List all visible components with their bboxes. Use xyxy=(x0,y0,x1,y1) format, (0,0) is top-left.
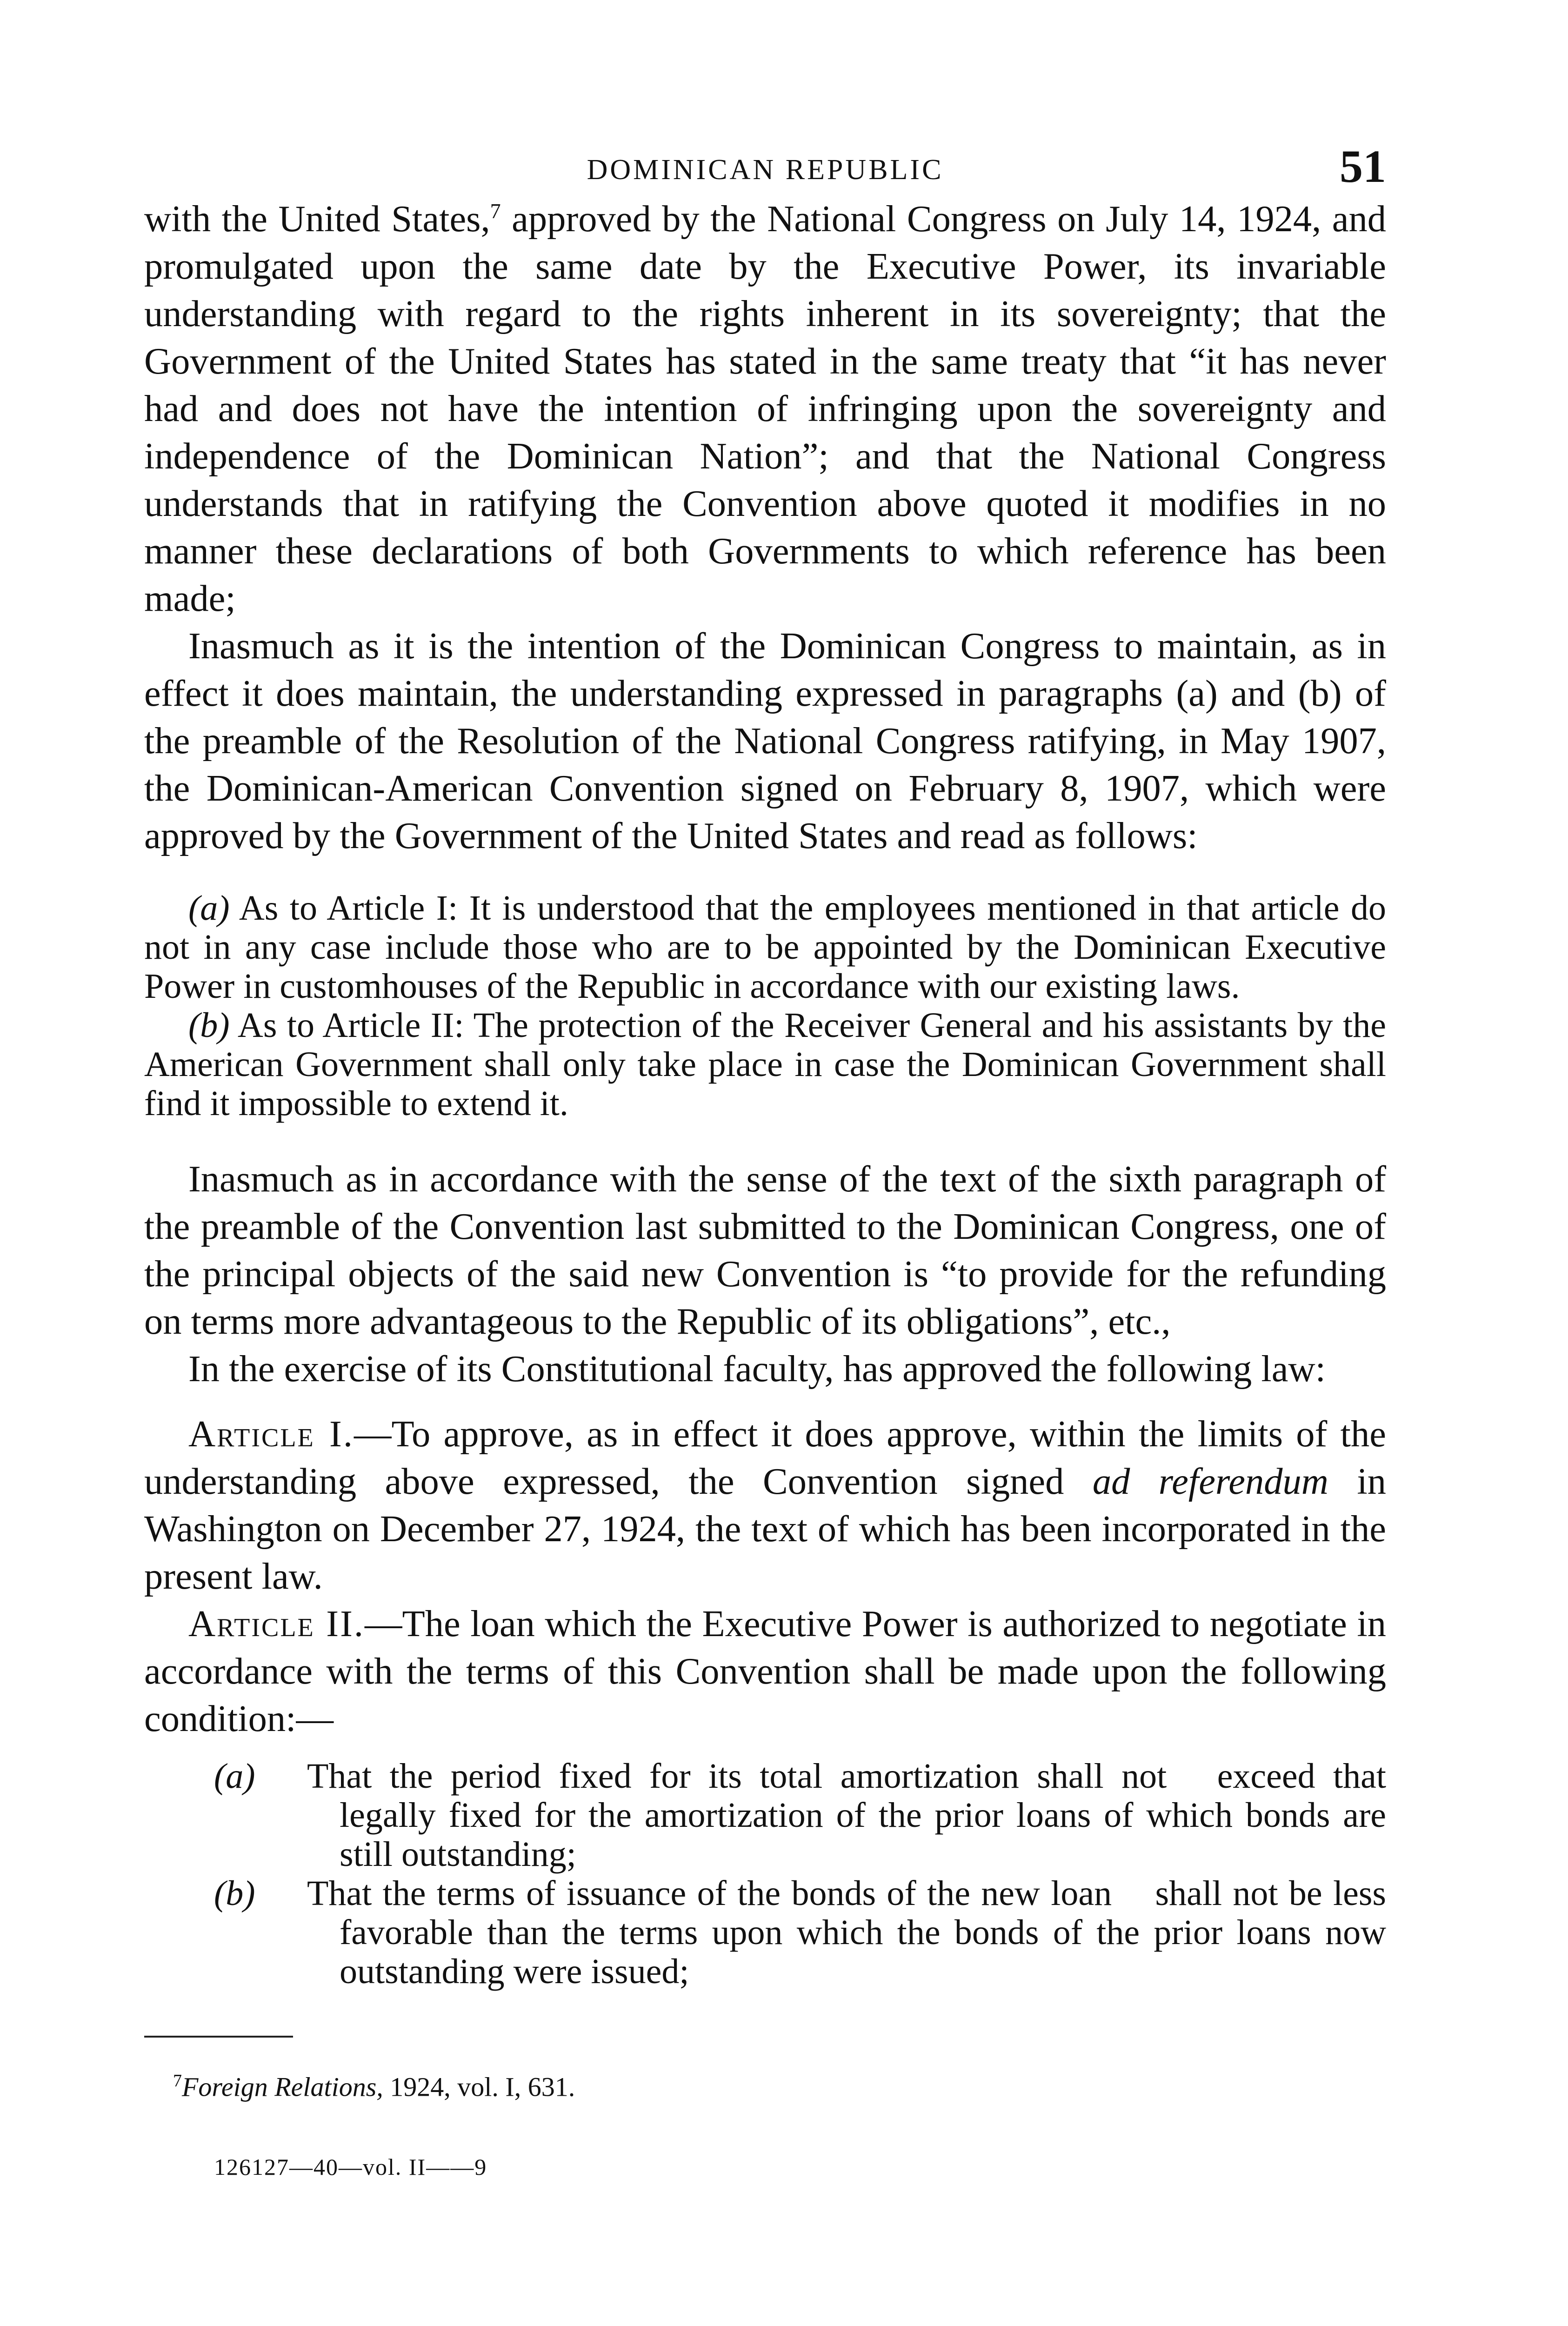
quote-text: As to Article II: The protection of the Receiver General and his assistants by the American Government shall only take place in case the Dominican Government shall find it impossible to extend it. xyxy=(144,1006,1386,1123)
condition-item xyxy=(144,1757,1386,1874)
paragraph-exercise: In the exercise of its Constitutional faculty, has approved the following law: xyxy=(188,1348,1326,1390)
article-heading: Article I. xyxy=(188,1413,354,1455)
footnote xyxy=(144,2065,1386,2103)
paragraph-inasmuch-intention: Inasmuch as it is the intention of the Dominican Congress to maintain, as in effect it does maintain, the understanding expressed in paragraphs (a) and (b) of the preamble of the Resolution of the National Congress ratifying, in May 1907, the Dominican-American Convention signed on February 8, 1907, which were approved by the Government of the United States and read as follows: xyxy=(144,625,1386,856)
paragraph-inasmuch-sense: Inasmuch as in accordance with the sense of the text of the sixth paragraph of the preamble of the Convention last submitted to the Dominican Congress, one of the principal objects of the said new Convention is “to provide for the refunding on terms more advantageous to the Republic of its obligations”, etc., xyxy=(144,1158,1386,1342)
condition-text: shall not be less favorable than the terms upon which the bonds of the prior loans now outstanding were issued; xyxy=(340,1874,1387,1991)
footnote-citation: 1924, vol. I, 631. xyxy=(383,2072,575,2102)
running-head xyxy=(144,140,1386,195)
footnote-divider xyxy=(144,2036,293,2038)
page-number: 51 xyxy=(1340,140,1386,192)
article-heading: Article II. xyxy=(188,1603,365,1644)
quote-paragraph-a xyxy=(144,889,1386,1006)
article-text: —To approve, as in effect it does approve, within the limits of the understanding above expressed, the Convention signed xyxy=(144,1413,1386,1502)
printer-signature: 126127—40—vol. II——9 xyxy=(214,2154,487,2180)
condition-list xyxy=(144,1757,1386,1991)
article-text: in Washington on December 27, 1924, the text of which has been incorporated in the present law. xyxy=(144,1461,1386,1597)
quote-paragraph-b xyxy=(144,1006,1386,1123)
condition-item xyxy=(144,1874,1386,1991)
article-italic: ad referendum xyxy=(1092,1461,1328,1502)
quote-label: (a) xyxy=(188,889,230,928)
article-one xyxy=(144,1410,1386,1600)
quote-label: (b) xyxy=(188,1006,230,1045)
condition-first-line: That the terms of issuance of the bonds of the new loan xyxy=(307,1874,1112,1913)
condition-label: (a) xyxy=(214,1757,255,1796)
paragraph-continuation xyxy=(144,195,1386,622)
footnote-mark: 7 xyxy=(173,2071,182,2091)
condition-label: (b) xyxy=(214,1874,255,1913)
footnote-reference[interactable]: 7 xyxy=(490,199,501,223)
footnote-title: Foreign Relations, xyxy=(182,2072,383,2102)
condition-text: exceed that legally fixed for the amortization of the prior loans of which bonds are still outstanding; xyxy=(340,1757,1386,1874)
quote-text: As to Article I: It is understood that the employees mentioned in that article do not in any case include those who are to be appointed by the Dominican Executive Power in customhouses of the Republic in accordance with our existing laws. xyxy=(144,889,1386,1006)
document-page xyxy=(144,140,1386,2180)
paragraph-text: with the United States, xyxy=(144,198,490,240)
paragraph-text: approved by the National Congress on July 14, 1924, and promulgated upon the same date by the Executive Power, its invariable understanding with regard to the rights inherent in its sovereignty; that the Government of the United States has stated in the same treaty that “it has never had and does not have the intention of infringing upon the sovereignty and independence of the Dominican Nation”; and that the National Congress understands that in ratifying the Convention above quoted it modifies in no manner these declarations of both Governments to which reference has been made; xyxy=(144,198,1386,619)
article-text: —The loan which the Executive Power is authorized to negotiate in accordance with the terms of this Convention shall be made upon the following condition:— xyxy=(144,1603,1387,1739)
quoted-block xyxy=(144,889,1386,1123)
running-title: DOMINICAN REPUBLIC xyxy=(587,154,944,186)
condition-first-line: That the period fixed for its total amortization shall not xyxy=(307,1757,1167,1796)
article-two xyxy=(144,1600,1386,1743)
